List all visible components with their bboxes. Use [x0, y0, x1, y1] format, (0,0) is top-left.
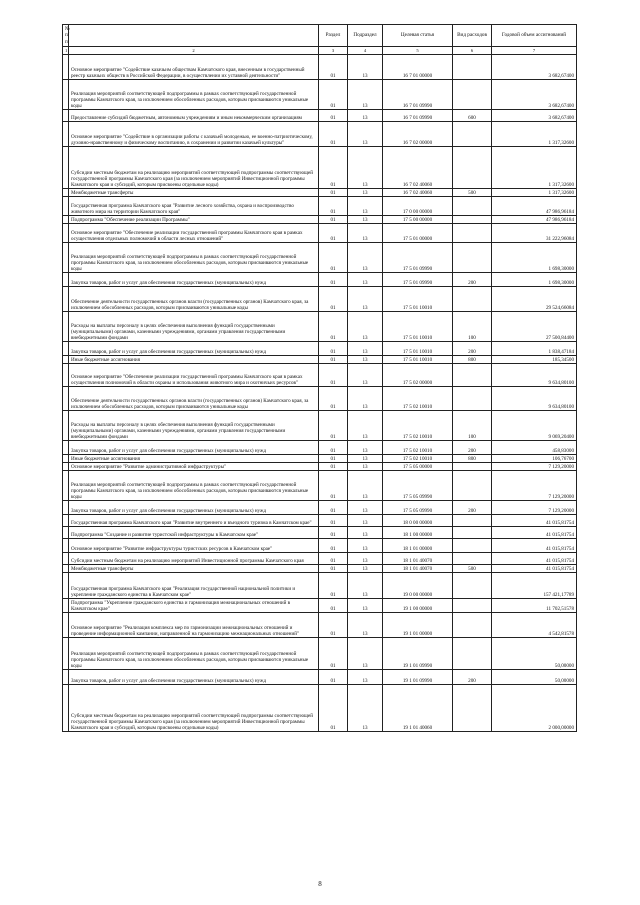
table-row: [63, 463, 577, 471]
budget-document: [62, 24, 576, 732]
row-amount: 41 015,81754: [492, 565, 577, 573]
row-target-article: 17 5 02 00000: [383, 364, 453, 387]
table-row: [63, 613, 577, 638]
table-row: [63, 670, 577, 685]
row-subsection: 13: [348, 364, 383, 387]
row-target-article: 17 5 01 10010: [383, 342, 453, 356]
row-amount: 185,34500: [492, 356, 577, 364]
row-amount: 41 015,81754: [492, 527, 577, 539]
row-section: 01: [319, 55, 348, 80]
row-target-article: 17 5 01 10010: [383, 312, 453, 342]
row-target-article: 19 0 00 00000: [383, 573, 453, 599]
row-target-article: 18 0 00 00000: [383, 515, 453, 527]
table-row: [63, 110, 577, 122]
row-expense-type: [453, 471, 492, 501]
row-name: Реализация мероприятий соответствующей подпрограммы в рамках соответствующей государственной программы Камчатского края, за исключением обособленных расходов, которым присваиваются уникальные коды: [69, 471, 319, 501]
table-row: [63, 312, 577, 342]
row-expense-type: [453, 573, 492, 599]
budget-table: [62, 24, 577, 732]
row-expense-type: 800: [453, 356, 492, 364]
row-amount: 1 838,47184: [492, 342, 577, 356]
table-row: [63, 527, 577, 539]
row-name: Иные бюджетные ассигнования: [69, 455, 319, 463]
row-section: 01: [319, 411, 348, 441]
table-row: [63, 471, 577, 501]
row-expense-type: 200: [453, 342, 492, 356]
row-expense-type: [453, 527, 492, 539]
row-amount: 9 069,20400: [492, 411, 577, 441]
table-row: [63, 515, 577, 527]
row-name: Подпрограмма "Укрепление гражданского единства и гармонизация межнациональных отношений в Камчатском крае": [69, 599, 319, 613]
row-section: 01: [319, 573, 348, 599]
row-subsection: 13: [348, 197, 383, 216]
row-subsection: 13: [348, 243, 383, 273]
row-name: Обеспечение деятельности государственных органов власти (государственных органов) Камчатского края, за исключением обособленных расходов, которым присваиваются уникальные коды: [69, 287, 319, 312]
table-row: [63, 80, 577, 110]
row-name: Субсидии местным бюджетам на реализацию мероприятий соответствующей подпрограммы соответствующей государственной программы Камчатского края (за исключением мероприятий Инвестиционной программы Камчатского края и субсидий, которым присвоены отдельные коды): [69, 685, 319, 732]
row-subsection: 13: [348, 147, 383, 189]
row-amount: 1 317,32600: [492, 122, 577, 147]
table-row: [63, 243, 577, 273]
row-section: 01: [319, 599, 348, 613]
row-section: 01: [319, 638, 348, 670]
row-name: Подпрограмма "Создание и развитие туристской инфраструктуры в Камчатском крае": [69, 527, 319, 539]
index-cell: 5: [383, 47, 453, 55]
row-name: Подпрограмма "Обеспечение реализации Программы": [69, 216, 319, 224]
row-section: 01: [319, 527, 348, 539]
row-expense-type: 200: [453, 273, 492, 287]
row-name: Государственная программа Камчатского края "Развитие лесного хозяйства, охрана и воспроизводство животного мира на территории Камчатского края": [69, 197, 319, 216]
row-amount: 3 682,67400: [492, 110, 577, 122]
table-row: [63, 342, 577, 356]
row-section: 01: [319, 243, 348, 273]
table-row: [63, 638, 577, 670]
row-expense-type: [453, 638, 492, 670]
row-name: Основное мероприятие "Реализация комплекса мер по гармонизации межнациональных отношений и проведение информационной кампании, направленной на гармонизацию межнациональных отношений": [69, 613, 319, 638]
row-subsection: 13: [348, 122, 383, 147]
row-target-article: 17 5 01 09990: [383, 273, 453, 287]
row-expense-type: [453, 243, 492, 273]
row-name: Межбюджетные трансферты: [69, 189, 319, 197]
row-amount: 50,00000: [492, 638, 577, 670]
row-name: Основное мероприятие "Развитие административной инфраструктуры": [69, 463, 319, 471]
row-name: Основное мероприятие "Содействие казачьим обществам Камчатского края, внесенным в государственный реестр казачьих обществ в Российской Федерации, в осуществлении их уставной деятельности": [69, 55, 319, 80]
row-target-article: 16 7 02 00000: [383, 122, 453, 147]
row-section: 01: [319, 273, 348, 287]
row-amount: 106,76700: [492, 455, 577, 463]
row-section: 01: [319, 515, 348, 527]
row-amount: 50,00000: [492, 670, 577, 685]
row-section: 01: [319, 122, 348, 147]
row-expense-type: [453, 80, 492, 110]
row-section: 01: [319, 147, 348, 189]
row-expense-type: 200: [453, 441, 492, 455]
row-section: 01: [319, 553, 348, 565]
row-amount: 41 015,81754: [492, 553, 577, 565]
row-name: Реализация мероприятий соответствующей подпрограммы в рамках соответствующей государственной программы Камчатского края, за исключением обособленных расходов, которым присваиваются уникальные коды: [69, 243, 319, 273]
row-amount: 47 986,96184: [492, 197, 577, 216]
row-expense-type: [453, 515, 492, 527]
row-amount: 9 634,80100: [492, 364, 577, 387]
table-row: [63, 455, 577, 463]
row-subsection: 13: [348, 80, 383, 110]
row-expense-type: [453, 224, 492, 243]
header-number: № п/п: [63, 25, 69, 47]
row-amount: 9 634,80100: [492, 387, 577, 411]
row-subsection: 13: [348, 463, 383, 471]
index-cell: 7: [492, 47, 577, 55]
table-row: [63, 387, 577, 411]
row-name: Расходы на выплаты персоналу в целях обеспечения выполнения функций государственными (муниципальными) органами, казенными учреждениями, органами управления государственными внебюджетными фондами: [69, 411, 319, 441]
row-subsection: 13: [348, 455, 383, 463]
row-amount: 3 682,67400: [492, 55, 577, 80]
row-target-article: 19 1 01 09990: [383, 670, 453, 685]
table-row: [63, 55, 577, 80]
table-row: [63, 189, 577, 197]
row-target-article: 16 7 01 09990: [383, 110, 453, 122]
row-expense-type: [453, 287, 492, 312]
row-name: Закупка товаров, работ и услуг для обеспечения государственных (муниципальных) нужд: [69, 273, 319, 287]
row-amount: 157 421,17789: [492, 573, 577, 599]
row-amount: 7 129,20000: [492, 471, 577, 501]
header-name: [69, 25, 319, 47]
row-section: 01: [319, 685, 348, 732]
row-amount: 27 500,84400: [492, 312, 577, 342]
row-expense-type: [453, 539, 492, 553]
row-section: 01: [319, 364, 348, 387]
row-section: 01: [319, 216, 348, 224]
row-amount: 458,83000: [492, 441, 577, 455]
row-amount: 41 015,81754: [492, 515, 577, 527]
row-amount: 4 542,81578: [492, 613, 577, 638]
row-amount: 29 524,66084: [492, 287, 577, 312]
row-name: Основное мероприятие "Содействие в организации работы с казачьей молодежью, ее военно-патриотическому, духовно-нравственному и физическому воспитанию, в сохранении и развитии казачьей культуры": [69, 122, 319, 147]
row-section: 01: [319, 455, 348, 463]
row-amount: 1 317,32600: [492, 189, 577, 197]
row-amount: 11 702,51578: [492, 599, 577, 613]
row-amount: 1 698,30000: [492, 243, 577, 273]
row-subsection: 13: [348, 189, 383, 197]
header-annual-amount: Годовой объем ассигнований: [492, 25, 577, 47]
table-row: [63, 287, 577, 312]
table-row: [63, 599, 577, 613]
row-expense-type: 500: [453, 565, 492, 573]
index-cell: 2: [69, 47, 319, 55]
row-section: 01: [319, 501, 348, 515]
row-target-article: 17 5 02 10010: [383, 455, 453, 463]
row-expense-type: [453, 599, 492, 613]
table-row: [63, 224, 577, 243]
row-subsection: 13: [348, 110, 383, 122]
row-expense-type: [453, 197, 492, 216]
row-section: 01: [319, 312, 348, 342]
table-row: [63, 501, 577, 515]
row-expense-type: [453, 55, 492, 80]
row-target-article: 17 5 01 00000: [383, 224, 453, 243]
row-subsection: 13: [348, 216, 383, 224]
row-name: Обеспечение деятельности государственных органов власти (государственных органов) Камчатского края, за исключением обособленных расходов, которым присваиваются уникальные коды: [69, 387, 319, 411]
header-section: Раздел: [319, 25, 348, 47]
row-section: 01: [319, 441, 348, 455]
row-subsection: 13: [348, 565, 383, 573]
row-section: 01: [319, 387, 348, 411]
row-name: Государственная программа Камчатского края "Реализация государственной национальной политики и укрепление гражданского единства в Камчатском крае": [69, 573, 319, 599]
row-name: Расходы на выплаты персоналу в целях обеспечения выполнения функций государственными (муниципальными) органами, казенными учреждениями, органами управления государственными внебюджетными фондами: [69, 312, 319, 342]
row-section: 01: [319, 110, 348, 122]
row-name: Реализация мероприятий соответствующей подпрограммы в рамках соответствующей государственной программы Камчатского края, за исключением обособленных расходов, которым присваиваются уникальные коды: [69, 80, 319, 110]
row-target-article: 17 5 02 10010: [383, 441, 453, 455]
row-subsection: 13: [348, 553, 383, 565]
row-subsection: 13: [348, 224, 383, 243]
row-expense-type: 600: [453, 110, 492, 122]
row-name: Основное мероприятие "Обеспечение реализации государственной программы Камчатского края в рамках осуществления полномочий в области охраны и использования животного мира и охотничьих ресурсов": [69, 364, 319, 387]
row-name: Предоставление субсидий бюджетным, автономным учреждениям и иным некоммерческим организациям: [69, 110, 319, 122]
row-target-article: 19 1 00 00000: [383, 599, 453, 613]
row-section: 01: [319, 287, 348, 312]
row-subsection: 13: [348, 55, 383, 80]
table-row: [63, 273, 577, 287]
row-name: Закупка товаров, работ и услуг для обеспечения государственных (муниципальных) нужд: [69, 441, 319, 455]
row-expense-type: [453, 147, 492, 189]
row-expense-type: [453, 613, 492, 638]
row-target-article: 17 5 00 00000: [383, 216, 453, 224]
row-target-article: 19 1 01 00000: [383, 613, 453, 638]
row-target-article: 19 1 01 40060: [383, 685, 453, 732]
table-row: [63, 364, 577, 387]
row-expense-type: [453, 364, 492, 387]
row-target-article: 16 7 01 00000: [383, 55, 453, 80]
row-subsection: 13: [348, 501, 383, 515]
row-subsection: 13: [348, 613, 383, 638]
row-amount: 1 317,32600: [492, 147, 577, 189]
row-expense-type: 100: [453, 411, 492, 441]
row-name: Основное мероприятие "Развитие инфраструктуры туристских ресурсов в Камчатском крае": [69, 539, 319, 553]
index-cell: 3: [319, 47, 348, 55]
row-section: 01: [319, 356, 348, 364]
row-expense-type: 800: [453, 455, 492, 463]
row-target-article: 16 7 02 40060: [383, 189, 453, 197]
index-cell: 4: [348, 47, 383, 55]
row-subsection: 13: [348, 273, 383, 287]
header-target-article: Целевая статья: [383, 25, 453, 47]
row-amount: 2 000,00000: [492, 685, 577, 732]
table-row: [63, 553, 577, 565]
row-expense-type: 500: [453, 189, 492, 197]
row-section: 01: [319, 463, 348, 471]
row-expense-type: [453, 216, 492, 224]
row-expense-type: [453, 685, 492, 732]
row-subsection: 13: [348, 471, 383, 501]
row-subsection: 13: [348, 527, 383, 539]
row-target-article: 18 1 01 00000: [383, 539, 453, 553]
header-expense-type: Вид расходов: [453, 25, 492, 47]
row-subsection: 13: [348, 573, 383, 599]
row-name: Субсидии местным бюджетам на реализацию мероприятий соответствующей подпрограммы соответствующей государственной программы Камчатского края (за исключением мероприятий Инвестиционной программы Камчатского края и субсидий, которым присвоены отдельные коды): [69, 147, 319, 189]
row-section: 01: [319, 197, 348, 216]
row-target-article: 16 7 01 09990: [383, 80, 453, 110]
row-expense-type: [453, 463, 492, 471]
row-section: 01: [319, 670, 348, 685]
row-subsection: 13: [348, 287, 383, 312]
row-amount: 47 986,96184: [492, 216, 577, 224]
row-subsection: 13: [348, 342, 383, 356]
row-section: 01: [319, 565, 348, 573]
row-amount: 1 698,30000: [492, 273, 577, 287]
row-expense-type: [453, 553, 492, 565]
row-name: Государственная программа Камчатского края "Развитие внутреннего и въездного туризма в Камчатском крае": [69, 515, 319, 527]
row-subsection: 13: [348, 539, 383, 553]
row-subsection: 13: [348, 387, 383, 411]
row-name: Субсидии местным бюджетам на реализацию мероприятий Инвестиционной программы Камчатского края: [69, 553, 319, 565]
table-row: [63, 216, 577, 224]
row-section: 01: [319, 80, 348, 110]
row-expense-type: 200: [453, 670, 492, 685]
table-row: [63, 197, 577, 216]
table-row: [63, 685, 577, 732]
row-name: Иные бюджетные ассигнования: [69, 356, 319, 364]
row-name: Основное мероприятие "Обеспечение реализации государственной программы Камчатского края в рамках осуществления отдельных полномочий в области лесных отношений": [69, 224, 319, 243]
index-cell: 6: [453, 47, 492, 55]
table-row: [63, 122, 577, 147]
row-target-article: 18 1 01 40070: [383, 565, 453, 573]
page-number: 8: [318, 880, 322, 888]
row-subsection: 13: [348, 441, 383, 455]
row-target-article: 17 5 01 10010: [383, 287, 453, 312]
row-target-article: 17 5 01 09990: [383, 243, 453, 273]
row-section: 01: [319, 224, 348, 243]
row-subsection: 13: [348, 515, 383, 527]
row-name: Закупка товаров, работ и услуг для обеспечения государственных (муниципальных) нужд: [69, 342, 319, 356]
header-row: [63, 25, 577, 47]
row-target-article: 17 5 05 09990: [383, 501, 453, 515]
header-subsection: Подраздел: [348, 25, 383, 47]
table-row: [63, 565, 577, 573]
row-target-article: 16 7 02 40060: [383, 147, 453, 189]
row-name: Закупка товаров, работ и услуг для обеспечения государственных (муниципальных) нужд: [69, 501, 319, 515]
row-section: 01: [319, 471, 348, 501]
row-subsection: 13: [348, 670, 383, 685]
row-subsection: 13: [348, 638, 383, 670]
row-subsection: 13: [348, 599, 383, 613]
row-amount: 31 222,96084: [492, 224, 577, 243]
row-target-article: 18 1 00 00000: [383, 527, 453, 539]
row-section: 01: [319, 189, 348, 197]
column-index-row: [63, 47, 577, 55]
row-target-article: 17 5 02 10010: [383, 387, 453, 411]
row-section: 01: [319, 342, 348, 356]
table-row: [63, 573, 577, 599]
table-row: [63, 411, 577, 441]
row-amount: 41 015,81754: [492, 539, 577, 553]
row-name: Межбюджетные трансферты: [69, 565, 319, 573]
table-row: [63, 147, 577, 189]
row-target-article: 18 1 01 40070: [383, 553, 453, 565]
row-expense-type: [453, 387, 492, 411]
row-amount: 3 682,67400: [492, 80, 577, 110]
table-row: [63, 539, 577, 553]
index-cell: 1: [63, 47, 69, 55]
row-section: 01: [319, 613, 348, 638]
table-row: [63, 356, 577, 364]
row-target-article: 19 1 01 09990: [383, 638, 453, 670]
row-target-article: 17 5 02 10010: [383, 411, 453, 441]
row-amount: 7 129,20000: [492, 463, 577, 471]
row-expense-type: [453, 122, 492, 147]
row-target-article: 17 5 05 09990: [383, 471, 453, 501]
row-target-article: 17 5 05 00000: [383, 463, 453, 471]
row-section: 01: [319, 539, 348, 553]
row-amount: 7 129,20000: [492, 501, 577, 515]
row-name: Реализация мероприятий соответствующей подпрограммы в рамках соответствующей государственной программы Камчатского края, за исключением обособленных расходов, которым присваиваются уникальные коды: [69, 638, 319, 670]
row-subsection: 13: [348, 411, 383, 441]
row-subsection: 13: [348, 356, 383, 364]
row-name: Закупка товаров, работ и услуг для обеспечения государственных (муниципальных) нужд: [69, 670, 319, 685]
row-target-article: 17 0 00 00000: [383, 197, 453, 216]
row-expense-type: 100: [453, 312, 492, 342]
row-target-article: 17 5 01 10010: [383, 356, 453, 364]
table-row: [63, 441, 577, 455]
row-expense-type: 200: [453, 501, 492, 515]
row-subsection: 13: [348, 312, 383, 342]
row-subsection: 13: [348, 685, 383, 732]
